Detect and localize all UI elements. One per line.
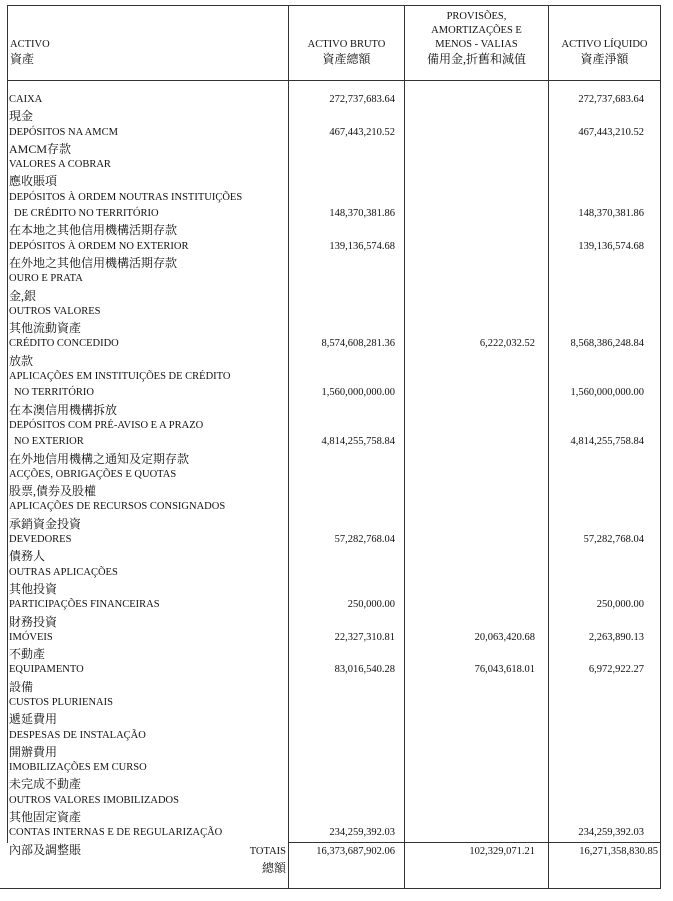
row-label-pt: DEPÓSITOS À ORDEM NO EXTERIOR <box>9 240 189 252</box>
row-activo-bruto: 4,814,255,758.84 <box>321 436 395 448</box>
row-line <box>0 483 673 499</box>
totals-liquido: 16,271,358,830.85 <box>579 846 658 857</box>
table-row <box>0 125 673 158</box>
row-label-zh: 金,銀 <box>9 288 37 303</box>
row-label-pt: EQUIPAMENTO <box>9 664 84 676</box>
row-line <box>0 92 673 108</box>
table-row <box>0 630 673 663</box>
row-line <box>0 565 673 581</box>
table-row <box>0 565 673 598</box>
row-label-pt: CONTAS INTERNAS E DE REGULARIZAÇÃO <box>9 827 223 839</box>
row-activo-bruto: 234,259,392.03 <box>329 827 395 839</box>
table-body <box>0 92 673 858</box>
row-label-zh: 其他投資 <box>9 581 58 596</box>
row-provisoes: 76,043,618.01 <box>474 664 535 676</box>
header-provisoes-pt3: MENOS - VALIAS <box>435 39 518 50</box>
row-line <box>0 434 673 450</box>
table-row <box>0 662 673 695</box>
row-label-pt: DEPÓSITOS COM PRÉ-AVISO E A PRAZO <box>9 419 204 431</box>
row-activo-liquido: 2,263,890.13 <box>588 631 644 643</box>
row-label-zh: 在本澳信用機構拆放 <box>9 402 118 417</box>
totals-provisoes: 102,329,071.21 <box>469 846 535 857</box>
row-line <box>0 239 673 255</box>
row-provisoes: 20,063,420.68 <box>474 631 535 643</box>
table-row <box>0 597 673 630</box>
row-line <box>0 320 673 336</box>
header-provisoes-zh: 備用金,折舊和減值 <box>426 52 526 66</box>
row-line <box>0 125 673 141</box>
row-activo-liquido: 4,814,255,758.84 <box>570 436 644 448</box>
row-activo-bruto: 272,737,683.64 <box>329 94 395 105</box>
row-line <box>0 418 673 434</box>
header-activo-liquido <box>549 38 660 66</box>
row-label-pt: VALORES A COBRAR <box>9 159 111 171</box>
row-label-pt: NO EXTERIOR <box>14 436 84 448</box>
row-label-pt: DESPESAS DE INSTALAÇÃO <box>9 729 146 741</box>
row-label-pt: OUTRAS APLICAÇÕES <box>9 566 118 578</box>
row-line <box>0 190 673 206</box>
row-line <box>0 157 673 173</box>
row-label-zh: 開辦費用 <box>9 744 58 759</box>
row-label-pt: CRÉDITO CONCEDIDO <box>9 338 119 350</box>
row-label-zh: 設備 <box>9 679 34 694</box>
row-label-zh: 其他流動資產 <box>9 321 82 336</box>
row-label-pt: IMOBILIZAÇÕES EM CURSO <box>9 762 147 774</box>
header-provisoes-pt2: AMORTIZAÇÕES E <box>431 25 522 36</box>
row-activo-bruto: 22,327,310.81 <box>334 631 395 643</box>
row-line <box>0 353 673 369</box>
table-row <box>0 92 673 125</box>
header-activo-bruto <box>289 38 404 66</box>
row-line <box>0 336 673 352</box>
header-activo-pt: ACTIVO <box>10 39 50 50</box>
table-row <box>0 418 673 467</box>
row-label-pt: OUTROS VALORES IMOBILIZADOS <box>9 794 179 806</box>
table-row <box>0 793 673 826</box>
row-label-zh: 在外地之其他信用機構活期存款 <box>9 255 178 270</box>
row-line <box>0 711 673 727</box>
table-row <box>0 336 673 369</box>
row-label-zh: 不動產 <box>9 647 46 662</box>
row-line <box>0 451 673 467</box>
row-activo-liquido: 6,972,922.27 <box>588 664 644 676</box>
row-activo-bruto: 83,016,540.28 <box>334 664 395 676</box>
row-label-zh: 債務人 <box>9 549 46 564</box>
table-row <box>0 467 673 500</box>
row-line <box>0 532 673 548</box>
row-line <box>0 662 673 678</box>
row-activo-liquido: 467,443,210.52 <box>578 126 644 138</box>
row-label-zh: 承銷資金投資 <box>9 516 82 531</box>
row-activo-liquido: 234,259,392.03 <box>578 827 644 839</box>
row-line <box>0 614 673 630</box>
row-line <box>0 776 673 792</box>
row-activo-bruto: 1,560,000,000.00 <box>321 387 395 399</box>
table-row <box>0 271 673 304</box>
row-label-pt: ACÇÕES, OBRIGAÇÕES E QUOTAS <box>9 468 177 480</box>
table-row <box>0 190 673 239</box>
row-activo-liquido: 8,568,386,248.84 <box>570 338 644 350</box>
row-activo-bruto: 139,136,574.68 <box>329 240 395 252</box>
row-label-zh: 股票,債券及股權 <box>9 484 97 499</box>
table-row <box>0 369 673 418</box>
row-label-pt: OUTROS VALORES <box>9 305 101 317</box>
totals-label-zh: 總額 <box>261 861 286 875</box>
row-label-pt: APLICAÇÕES EM INSTITUIÇÕES DE CRÉDITO <box>9 371 231 383</box>
totals-bruto: 16,373,687,902.06 <box>316 846 395 857</box>
row-activo-bruto: 8,574,608,281.36 <box>321 338 395 350</box>
row-label-pt: CAIXA <box>9 94 43 105</box>
row-line <box>0 222 673 238</box>
row-label-pt: APLICAÇÕES DE RECURSOS CONSIGNADOS <box>9 501 226 513</box>
table-top-border <box>7 5 661 6</box>
row-label-zh: 在外地信用機構之通知及定期存款 <box>9 451 190 466</box>
row-label-zh: 應收賬項 <box>9 174 58 189</box>
row-label-pt: CUSTOS PLURIENAIS <box>9 696 113 708</box>
table-row <box>0 157 673 190</box>
header-liquido-pt: ACTIVO LÍQUIDO <box>561 39 648 50</box>
row-line <box>0 760 673 776</box>
row-activo-bruto: 250,000.00 <box>347 599 395 611</box>
row-label-zh: 財務投資 <box>9 614 58 629</box>
row-line <box>0 695 673 711</box>
row-line <box>0 516 673 532</box>
row-label-zh: 其他固定資產 <box>9 810 82 825</box>
row-activo-liquido: 139,136,574.68 <box>578 240 644 252</box>
row-line <box>0 304 673 320</box>
row-line <box>0 255 673 271</box>
row-line <box>0 402 673 418</box>
row-line <box>0 141 673 157</box>
row-line <box>0 825 673 841</box>
row-label-pt: DEVEDORES <box>9 534 72 546</box>
table-row <box>0 499 673 532</box>
table-row <box>0 760 673 793</box>
row-activo-liquido: 1,560,000,000.00 <box>570 387 644 399</box>
row-label-zh: 未完成不動產 <box>9 777 82 792</box>
row-label-pt: PARTICIPAÇÕES FINANCEIRAS <box>9 599 160 611</box>
row-label-zh: 放款 <box>9 353 34 368</box>
row-line <box>0 744 673 760</box>
header-liquido-zh: 資產淨額 <box>580 52 629 66</box>
table-row <box>0 304 673 337</box>
header-bruto-pt: ACTIVO BRUTO <box>307 39 386 50</box>
row-label-pt: DEPÓSITOS À ORDEM NOUTRAS INSTITUIÇÕES <box>9 191 243 203</box>
row-line <box>0 597 673 613</box>
table-bottom-border <box>0 888 661 889</box>
row-activo-bruto: 467,443,210.52 <box>329 126 395 138</box>
row-line <box>0 679 673 695</box>
row-line <box>0 581 673 597</box>
table-row <box>0 695 673 728</box>
row-label-zh: 現金 <box>9 109 34 124</box>
row-label-pt: OURO E PRATA <box>9 273 83 285</box>
row-label-zh: 內部及調整賬 <box>9 842 82 857</box>
totals-label-pt: TOTAIS <box>249 846 286 857</box>
row-label-pt: DE CRÉDITO NO TERRITÓRIO <box>14 208 159 220</box>
row-line <box>0 288 673 304</box>
header-bottom-border <box>7 80 661 81</box>
row-line <box>0 467 673 483</box>
row-line <box>0 809 673 825</box>
row-line <box>0 271 673 287</box>
header-provisoes <box>405 10 548 66</box>
row-line <box>0 630 673 646</box>
row-line <box>0 793 673 809</box>
row-label-zh: 在本地之其他信用機構活期存款 <box>9 223 178 238</box>
row-activo-liquido: 57,282,768.04 <box>583 534 644 546</box>
row-line <box>0 206 673 222</box>
row-line <box>0 499 673 515</box>
row-line <box>0 548 673 564</box>
row-activo-liquido: 250,000.00 <box>596 599 644 611</box>
header-activo <box>10 38 50 66</box>
row-label-pt: IMÓVEIS <box>9 631 53 643</box>
header-provisoes-pt1: PROVISÕES, <box>446 11 507 22</box>
row-activo-bruto: 57,282,768.04 <box>334 534 395 546</box>
table-row <box>0 239 673 272</box>
row-label-pt: NO TERRITÓRIO <box>14 387 95 399</box>
row-activo-liquido: 148,370,381.86 <box>578 208 644 220</box>
row-label-pt: DEPÓSITOS NA AMCM <box>9 126 118 138</box>
row-line <box>0 369 673 385</box>
table-row <box>0 728 673 761</box>
row-line <box>0 108 673 124</box>
table-row <box>0 532 673 565</box>
row-label-zh: AMCM存款 <box>9 141 72 156</box>
row-line <box>0 728 673 744</box>
row-label-zh: 遞延費用 <box>9 712 58 727</box>
row-line <box>0 646 673 662</box>
header-activo-zh: 資產 <box>10 52 35 66</box>
row-line <box>0 173 673 189</box>
row-activo-bruto: 148,370,381.86 <box>329 208 395 220</box>
row-activo-liquido: 272,737,683.64 <box>578 94 644 105</box>
row-provisoes: 6,222,032.52 <box>479 338 535 350</box>
row-line <box>0 385 673 401</box>
header-bruto-zh: 資產總額 <box>322 52 371 66</box>
